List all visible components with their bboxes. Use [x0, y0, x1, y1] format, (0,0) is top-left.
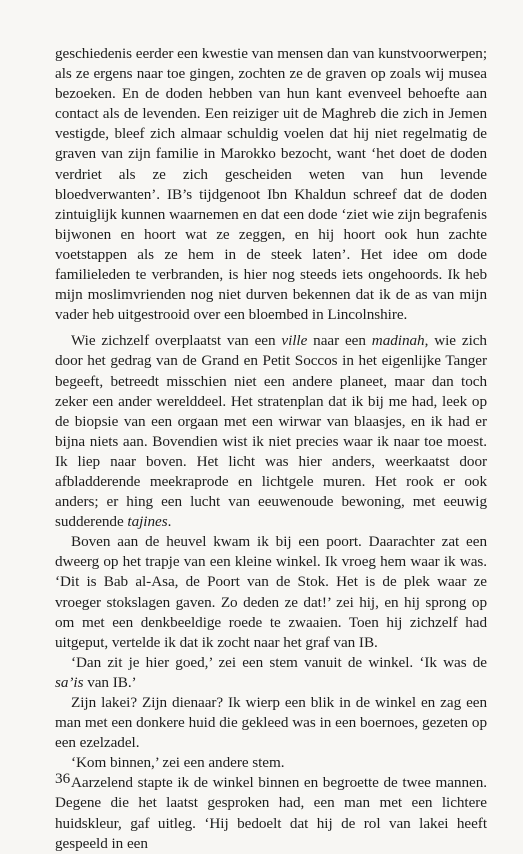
paragraph-2-part: naar een — [307, 332, 372, 350]
italic-sais: sa’is — [55, 673, 84, 691]
italic-tajines: tajines — [127, 513, 168, 531]
italic-madinah: madinah — [371, 332, 425, 350]
paragraph-5: Zijn lakei? Zijn dienaar? Ik wierp een blik in de winkel en zag een man met een donkere huid die gekleed was in een boernoes, gezeten op een ezelzadel. — [55, 694, 487, 752]
paragraph-3: Boven aan de heuvel kwam ik bij een poort. Daarachter zat een dweerg op het trapje van een kleine winkel. Ik vroeg hem waar ik was. ‘Dit is Bab al-Asa, de Poort van de Stok. Het is de plek waar ze vroeger stokslagen gaven. Zo deden ze dat!’ zei hij, en hij sprong op om met een denkbeeldige roede te zwaaien. Toen hij zichzelf had uitgeput, vertelde ik dat ik zocht naar het graf van IB. — [55, 533, 487, 651]
paragraph-2 — [55, 331, 487, 532]
paragraph-7: Aarzelend stapte ik de winkel binnen en begroette de twee mannen. Degene die het laatst gesproken had, een man met een lichtere huidskleur, gaf uitleg. ‘Hij bedoelt dat hij de rol van lakei heeft gespeeld in een — [55, 774, 487, 852]
italic-ville: ville — [281, 332, 308, 350]
paragraph-4-part: van IB.’ — [83, 673, 137, 691]
paragraph-2-part: , wie zich door het gedrag van de Grand en Petit Soccos in het eigenlijke Tanger begeeft, betreedt misschien niet een andere planeet, maar dan toch zeker een ander werelddeel. Het stratenplan dat ik bij me had, leek op de biopsie van een orgaan met een wirwar van blaasjes, en ik had er bijna niets aan. Bovendien wist ik niet precies waar ik naar toe moest. Ik liep naar boven. Het licht was hier anders, weerkaatst door afbladderende meekraprode en lichtgele muren. Het rook er ook anders; er hing een lucht van eeuwenoude bewoning, met eeuwig sudderende — [55, 332, 487, 531]
paragraph-1: geschiedenis eerder een kwestie van mensen dan van kunstvoorwerpen; als ze ergens naar toe gingen, zochten ze de graven op zoals wij musea bezoeken. En de doden hebben van hun kant evenveel behoefte aan contact als de levenden. Een reiziger uit de Maghreb die zich in Jemen vestigde, bleef zich almaar schuldig voelen dat hij niet regelmatig de graven van zijn familie in Marokko bezocht, want ‘het doet de doden verdriet als ze zich gescheiden weten van hun levende bloedverwanten’. IB’s tijdgenoot Ibn Khaldun schreef dat de doden zintuiglijk kunnen waarnemen en dat een dode ‘ziet wie zijn begrafenis bijwonen en hoort wat ze zeggen, en hij hoort ook hun zachte voetstappen als ze hem in de steek laten’. Het idee om dode familieleden te verbranden, is hier nog steeds iets ongehoords. Ik heb mijn moslimvrienden nog niet durven bekennen dat ik de as van mijn vader heb uitgestrooid over een bloembed in Lincolnshire. — [55, 45, 487, 324]
body-text — [55, 44, 487, 854]
paragraph-4-part: ‘Dan zit je hier goed,’ zei een stem vanuit de winkel. ‘Ik was de — [71, 653, 487, 671]
paragraph-2-part: Wie zichzelf overplaatst van een — [71, 332, 282, 350]
page-number: 36 — [55, 770, 71, 787]
paragraph-4 — [55, 653, 487, 693]
paragraph-2-part: . — [167, 513, 172, 531]
paragraph-6: ‘Kom binnen,’ zei een andere stem. — [71, 754, 285, 772]
